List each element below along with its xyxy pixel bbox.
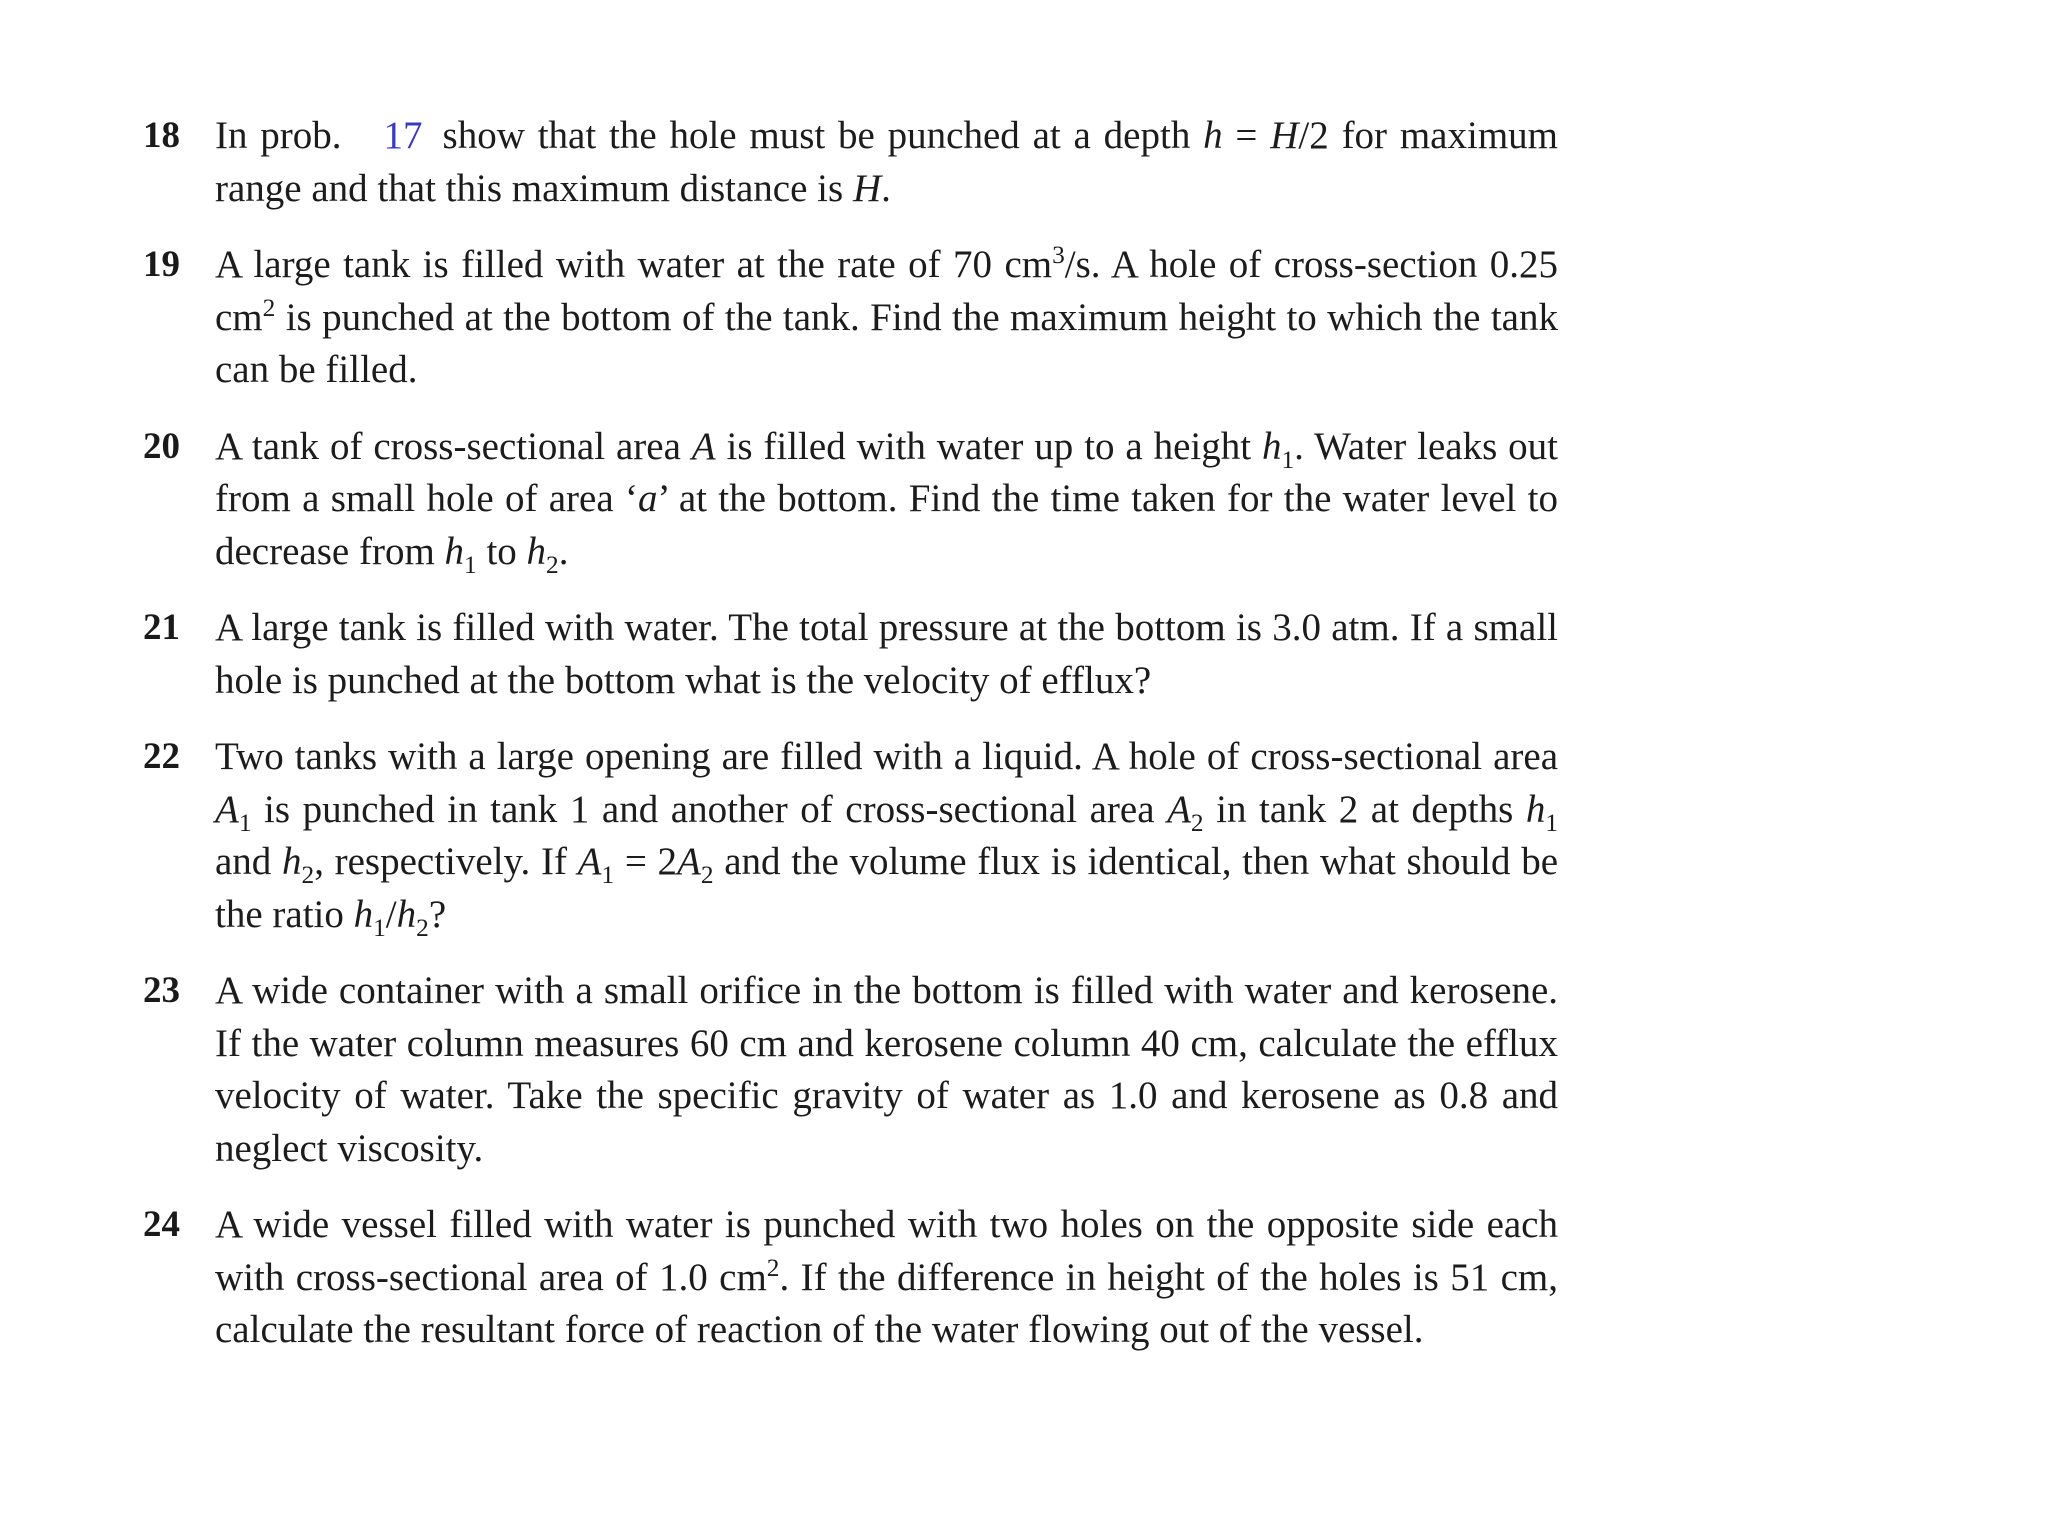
- text-run: .: [881, 166, 891, 210]
- problem-23: [143, 965, 1558, 1175]
- problem-text: [215, 239, 1558, 397]
- superscript: 3: [1052, 241, 1065, 269]
- superscript: 2: [262, 293, 276, 322]
- text-run: .: [558, 529, 569, 573]
- math-var: A: [577, 840, 602, 883]
- math-var: h: [353, 892, 374, 936]
- subscript: 2: [1190, 808, 1204, 837]
- text-run: is punched in tank 1 and another of cross-sectional area: [251, 787, 1168, 831]
- subscript: 2: [700, 860, 714, 889]
- problem-reference-link[interactable]: 17: [383, 114, 423, 157]
- subscript: 1: [1281, 445, 1295, 474]
- problem-18: [143, 110, 1558, 215]
- problem-text: [215, 1199, 1558, 1357]
- subscript: 2: [546, 550, 559, 579]
- problem-number: 24: [143, 1204, 180, 1245]
- text-run: /2 for maximum range and that this maximum distance is: [215, 114, 1559, 210]
- problem-text: [215, 421, 1558, 579]
- math-var: H: [852, 166, 882, 210]
- text-run: . Water leaks out from a small hole of area ‘: [215, 424, 1558, 520]
- problem-list: [143, 110, 1558, 1381]
- problem-text: A wide container with a small orifice in the bottom is filled with water and kerosene. If the water column measures 60 cm and kerosene column 40 cm, calculate the efflux velocity of water. Take the specific gravity of water as 1.0 and kerosene as 0.8 and neglect viscosity.: [215, 969, 1558, 1170]
- text-run: in tank 2 at depths: [1203, 787, 1526, 831]
- text-run: and: [215, 840, 283, 883]
- subscript: 1: [601, 860, 615, 889]
- math-var: A: [677, 840, 701, 883]
- math-var: h: [1262, 424, 1282, 468]
- problem-21: [143, 602, 1558, 707]
- math-var: a: [637, 477, 658, 520]
- math-var: A: [215, 787, 239, 831]
- problem-number: 21: [143, 607, 180, 648]
- problem-number: 19: [143, 244, 180, 285]
- text-run: /: [385, 892, 397, 936]
- math-var: h: [396, 892, 417, 936]
- superscript: 2: [766, 1253, 780, 1282]
- subscript: 1: [464, 550, 477, 579]
- problem-24: [143, 1199, 1558, 1357]
- text-run: to: [476, 529, 527, 573]
- math-var: h: [1525, 787, 1546, 831]
- problem-number: 20: [143, 425, 180, 467]
- text-run: show that the hole must be punched at a depth: [442, 114, 1204, 157]
- problem-22: [143, 731, 1558, 941]
- text-run: and the volume flux is identical, then what should be the ratio: [215, 840, 1559, 936]
- text-run: A wide vessel filled with water is punched with two holes on the opposite side each with cross-sectional area of 1.0 cm: [215, 1203, 1558, 1299]
- math-var: H: [1270, 114, 1299, 157]
- text-run: Two tanks with a large opening are filled with a liquid. A hole of cross-sectional area: [215, 735, 1558, 778]
- problem-text: A large tank is filled with water. The total pressure at the bottom is 3.0 atm. If a small hole is punched at the bottom what is the velocity of efflux?: [215, 606, 1558, 702]
- math-var: h: [282, 840, 302, 883]
- math-var: h: [526, 529, 547, 573]
- problem-text: [215, 110, 1558, 215]
- text-run: A large tank is filled with water at the rate of 70 cm: [215, 243, 1053, 286]
- subscript: 2: [301, 860, 315, 889]
- problem-19: [143, 239, 1558, 397]
- text-run: ’ at the bottom. Find the time taken for the water level to decrease from: [215, 477, 1559, 573]
- text-run: is punched at the bottom of the tank. Find the maximum height to which the tank can be filled.: [215, 295, 1558, 391]
- math-var: A: [1167, 787, 1191, 831]
- text-run: is filled with water up to a height: [715, 424, 1262, 468]
- text-run: ?: [428, 892, 447, 936]
- text-run: In prob.: [215, 114, 342, 157]
- text-run: = 2: [614, 840, 678, 883]
- text-run: . If the difference in height of the holes is 51 cm, calculate the resultant force of reaction of the water flowing out of the vessel.: [215, 1255, 1558, 1351]
- problem-number: 23: [143, 970, 180, 1011]
- subscript: 1: [373, 913, 386, 942]
- problem-number: 22: [143, 736, 180, 777]
- text-run: A tank of cross-sectional area: [215, 424, 692, 468]
- problem-number: 18: [143, 115, 180, 156]
- subscript: 1: [1545, 808, 1558, 837]
- problem-20: [143, 421, 1558, 579]
- math-var: h: [1203, 114, 1223, 157]
- math-var: A: [691, 424, 716, 468]
- text-run: =: [1222, 114, 1271, 157]
- subscript: 2: [416, 913, 429, 942]
- subscript: 1: [238, 808, 252, 837]
- problem-text: [215, 731, 1558, 941]
- text-run: , respectively. If: [314, 840, 578, 883]
- text-run: /s. A hole of cross-section 0.25 cm: [215, 243, 1558, 339]
- math-var: h: [444, 529, 465, 573]
